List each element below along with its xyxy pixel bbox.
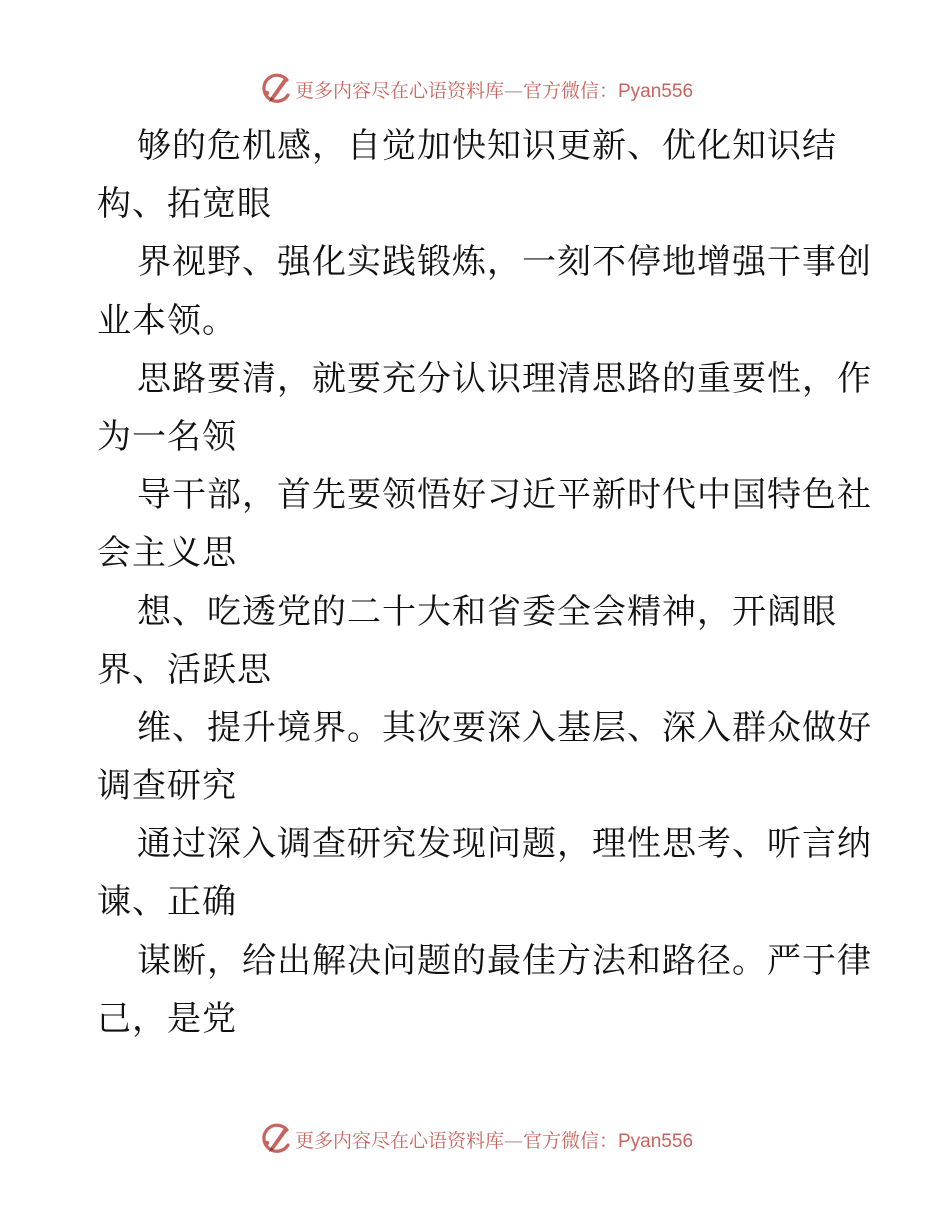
body-line: 业本领。	[97, 300, 237, 341]
body-line: 为一名领	[97, 416, 237, 457]
header-account: Pyan556	[618, 80, 694, 102]
footer-site-text: 更多内容尽在心语资料库	[294, 1129, 504, 1152]
body-line: 界、活跃思	[97, 649, 272, 690]
footer-wechat-label: 官方微信：	[522, 1129, 618, 1152]
header-banner-content	[257, 69, 693, 109]
body-line: 界视野、强化实践锻炼，一刻不停地增强干事创	[137, 242, 872, 283]
body-line: 己，是党	[97, 998, 237, 1039]
body-line: 构、拓宽眼	[97, 184, 272, 225]
body-line: 导干部，首先要领悟好习近平新时代中国特色社	[137, 475, 872, 516]
body-line: 维、提升境界。其次要深入基层、深入群众做好	[137, 707, 872, 748]
body-line: 通过深入调查研究发现问题，理性思考、听言纳	[137, 824, 872, 865]
header-banner-text	[295, 76, 693, 103]
quill-pen-logo-icon	[257, 1121, 293, 1157]
header-site-text: 更多内容尽在心语资料库	[294, 79, 504, 102]
quill-pen-logo-icon	[257, 71, 293, 107]
body-line: 调查研究	[97, 766, 237, 807]
footer-banner-content	[257, 1119, 693, 1159]
footer-account: Pyan556	[618, 1130, 694, 1152]
body-line: 想、吃透党的二十大和省委全会精神，开阔眼	[137, 591, 837, 632]
body-line: 会主义思	[97, 533, 237, 574]
footer-dash: —	[503, 1129, 523, 1152]
footer-banner-text	[295, 1126, 693, 1153]
body-line: 够的危机感，自觉加快知识更新、优化知识结	[137, 126, 837, 166]
header-dash: —	[503, 79, 523, 102]
body-line: 思路要清，就要充分认识理清思路的重要性，作	[137, 358, 872, 399]
header-banner	[0, 69, 950, 109]
body-line: 谋断，给出解决问题的最佳方法和路径。严于律	[137, 940, 872, 981]
footer-banner	[0, 1119, 950, 1159]
header-wechat-label: 官方微信：	[522, 79, 618, 102]
body-line: 谏、正确	[97, 882, 237, 923]
document-body	[97, 117, 872, 1048]
